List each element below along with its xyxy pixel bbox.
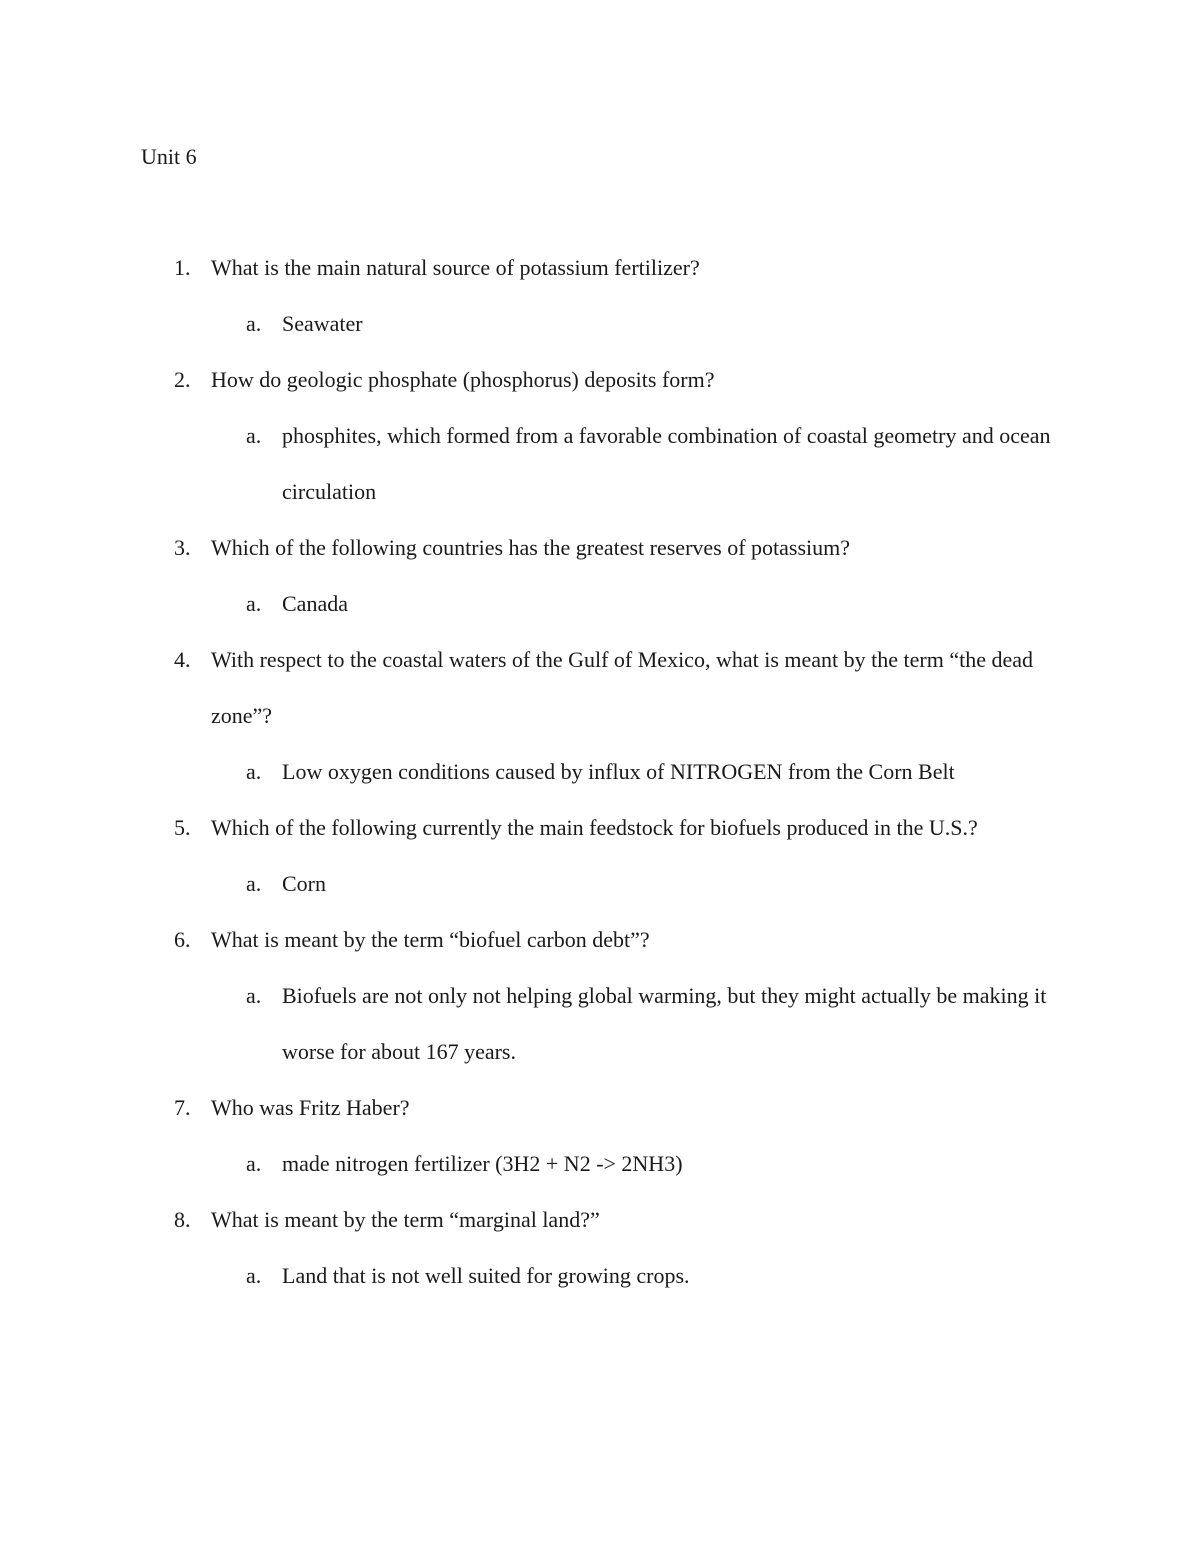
answer-text: Canada [282,591,348,616]
answer-text: Low oxygen conditions caused by influx of NITROGEN from the Corn Belt [282,759,955,784]
question-number: 6. [174,927,191,952]
question-number: 1. [174,255,191,280]
question-list [0,253,1200,1317]
question-text: What is the main natural source of potassium fertilizer? [211,255,700,280]
question-text: Which of the following currently the main feedstock for biofuels produced in the U.S.? [211,815,978,840]
question-number: 8. [174,1207,191,1232]
question-row [0,645,1200,757]
question-text: With respect to the coastal waters of the Gulf of Mexico, what is meant by the term “the dead zone”? [211,647,1034,728]
question-text: What is meant by the term “marginal land?” [211,1207,600,1232]
question-number: 4. [174,647,191,672]
answer-text: Land that is not well suited for growing crops. [282,1263,690,1288]
question-item [0,925,1200,1093]
answer-letter: a. [246,983,262,1008]
question-item [0,253,1200,365]
answer-row [0,981,1200,1093]
question-item [0,813,1200,925]
answer-letter: a. [246,423,262,448]
question-text: How do geologic phosphate (phosphorus) deposits form? [211,367,715,392]
question-number: 3. [174,535,191,560]
answer-letter: a. [246,311,262,336]
answer-text: phosphites, which formed from a favorable combination of coastal geometry and ocean circulation [282,423,1051,504]
question-item [0,1205,1200,1317]
document-title: Unit 6 [141,144,197,169]
question-item [0,533,1200,645]
question-text: What is meant by the term “biofuel carbon debt”? [211,927,650,952]
question-number: 2. [174,367,191,392]
question-number: 7. [174,1095,191,1120]
question-number: 5. [174,815,191,840]
answer-text: Seawater [282,311,363,336]
question-text: Which of the following countries has the greatest reserves of potassium? [211,535,851,560]
answer-letter: a. [246,759,262,784]
question-item [0,365,1200,533]
answer-letter: a. [246,1151,262,1176]
question-item [0,645,1200,813]
answer-letter: a. [246,871,262,896]
answer-text: Corn [282,871,326,896]
answer-letter: a. [246,591,262,616]
answer-row [0,421,1200,533]
question-text: Who was Fritz Haber? [211,1095,410,1120]
answer-row [0,1261,1200,1317]
answer-letter: a. [246,1263,262,1288]
answer-text: Biofuels are not only not helping global warming, but they might actually be making it worse for about 167 years. [282,983,1047,1064]
answer-text: made nitrogen fertilizer (3H2 + N2 -> 2NH3) [282,1151,683,1176]
question-item [0,1093,1200,1205]
